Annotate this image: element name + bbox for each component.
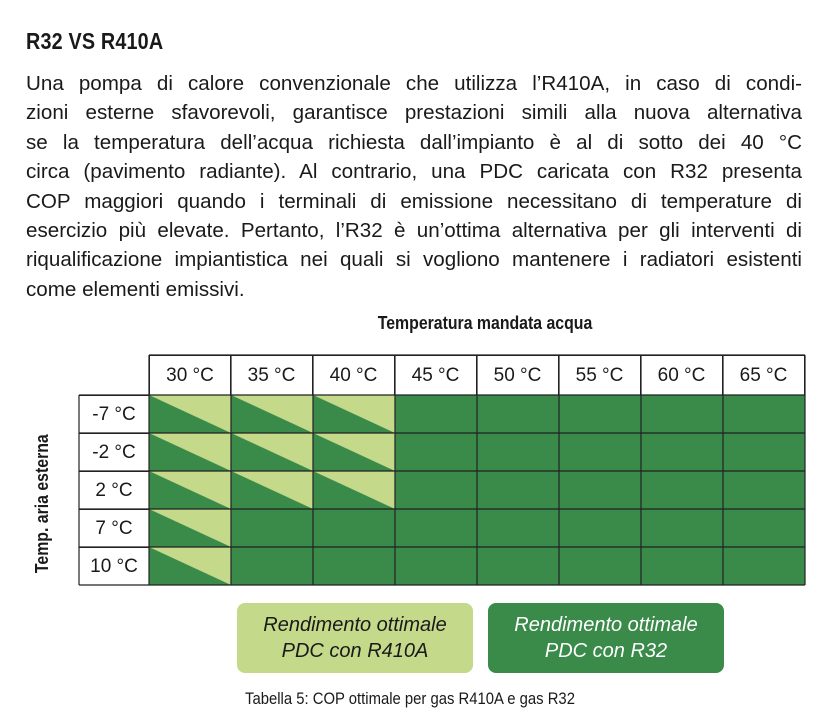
cell-r410a-r32 (149, 471, 231, 509)
legend-r410a-line1: Rendimento ottimale (263, 614, 447, 636)
paragraph-line: riqualificazione impiantistica nei quali si vogliono mantenere i radiatori esistenti (26, 248, 802, 272)
column-header: 30 °C (149, 355, 231, 395)
cell-r32 (395, 471, 477, 509)
column-axis-label: Temperatura mandata acqua (377, 313, 593, 333)
cell-r410a-r32 (149, 395, 231, 433)
legend-r410a (237, 603, 473, 673)
column-header: 65 °C (723, 355, 805, 395)
cell-r32 (641, 433, 723, 471)
column-header: 50 °C (477, 355, 559, 395)
legend-r32 (488, 603, 724, 673)
cell-r32 (559, 509, 641, 547)
row-axis-label: Temp. aria esterna (32, 434, 52, 574)
section-title: R32 VS R410A (26, 28, 164, 54)
cell-r32 (723, 395, 805, 433)
cell-r32 (477, 471, 559, 509)
table-caption: Tabella 5: COP ottimale per gas R410A e gas R32 (245, 690, 575, 708)
column-header: 60 °C (641, 355, 723, 395)
column-header: 55 °C (559, 355, 641, 395)
cell-r32 (477, 395, 559, 433)
cell-r32 (231, 547, 313, 585)
cell-r32 (723, 509, 805, 547)
row-header: 2 °C (79, 471, 149, 509)
cell-r32 (313, 547, 395, 585)
cell-r410a-r32 (313, 395, 395, 433)
paragraph-line: circa (pavimento radiante). Al contrario, una PDC caricata con R32 presenta (26, 160, 802, 184)
cell-r32 (641, 547, 723, 585)
paragraph-line: se la temperatura dell’acqua richiesta dall’impianto è al di sotto dei 40 °C (26, 130, 802, 154)
column-header: 45 °C (395, 355, 477, 395)
cell-r32 (395, 395, 477, 433)
cell-r32 (477, 433, 559, 471)
cell-r32 (641, 509, 723, 547)
cell-r32 (477, 509, 559, 547)
paragraph-line: come elementi emissivi. (26, 277, 245, 301)
cell-r32 (395, 509, 477, 547)
cell-r32 (559, 395, 641, 433)
legend-r32-line1: Rendimento ottimale (514, 614, 698, 636)
cell-r32 (641, 471, 723, 509)
cell-r32 (723, 471, 805, 509)
paragraph-line: zioni esterne sfavorevoli, garantisce prestazioni simili alla nuova alternativa (26, 101, 802, 125)
cell-r410a-r32 (149, 433, 231, 471)
cell-r32 (641, 395, 723, 433)
cell-r32 (723, 547, 805, 585)
column-header: 40 °C (313, 355, 395, 395)
cell-r32 (231, 509, 313, 547)
cell-r32 (723, 433, 805, 471)
cell-r410a-r32 (231, 433, 313, 471)
paragraph-line: COP maggiori quando i terminali di emissione necessitano di temperature di (26, 189, 802, 213)
row-header: 7 °C (79, 509, 149, 547)
legend-r410a-line2: PDC con R410A (281, 640, 429, 662)
cell-r410a-r32 (313, 433, 395, 471)
cell-r410a-r32 (149, 547, 231, 585)
paragraph-line: Una pompa di calore convenzionale che utilizza l’R410A, in caso di condi- (26, 72, 802, 95)
cell-r32 (313, 509, 395, 547)
legend-r32-line2: PDC con R32 (544, 640, 668, 662)
row-header: 10 °C (79, 547, 149, 585)
cell-r410a-r32 (231, 471, 313, 509)
cell-r410a-r32 (149, 509, 231, 547)
cell-r410a-r32 (313, 471, 395, 509)
cell-r410a-r32 (231, 395, 313, 433)
column-header: 35 °C (231, 355, 313, 395)
cell-r32 (559, 547, 641, 585)
cell-r32 (477, 547, 559, 585)
cell-r32 (559, 471, 641, 509)
cell-r32 (395, 433, 477, 471)
cell-r32 (559, 433, 641, 471)
cell-r32 (395, 547, 477, 585)
paragraph-line: esercizio più elevate. Pertanto, l’R32 è un’ottima alternativa per gli interventi di (26, 219, 802, 243)
body-paragraph (26, 69, 802, 304)
row-header: -7 °C (79, 395, 149, 433)
row-header: -2 °C (79, 433, 149, 471)
